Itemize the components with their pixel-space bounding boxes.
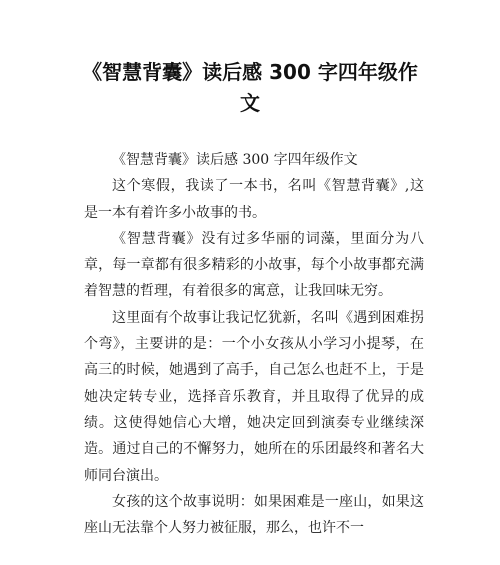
paragraph: 女孩的这个故事说明：如果困难是一座山，如果这座山无法靠个人努力被征服，那么，也许不一 xyxy=(84,493,424,537)
document-title: 《智慧背囊》读后感 300 字四年级作文 xyxy=(82,60,418,115)
paragraph: 这里面有个故事让我记忆犹新，名叫《遇到困难拐个弯》，主要讲的是：一个小女孩从小学习小提琴，在高三的时候，她遇到了高手，自己怎么也赶不上，于是她决定转专业，选择音乐教育，并且取得了优异的成绩。这使得她信心大增，她决定回到演奏专业继续深造。通过自己的不懈努力，她所在的乐团最终和著名大师同台演出。 xyxy=(84,309,424,484)
document-body xyxy=(84,147,424,541)
paragraph-heading: 《智慧背囊》读后感 300 字四年级作文 xyxy=(112,152,358,168)
paragraph: 这个寒假，我读了一本书，名叫《智慧背囊》,这是一本有着许多小故事的书。 xyxy=(84,178,424,221)
paragraph: 《智慧背囊》没有过多华丽的词藻，里面分为八章，每一章都有很多精彩的小故事，每个小故事都充满着智慧的哲理，有着很多的寓意，让我回味无穷。 xyxy=(84,230,424,300)
